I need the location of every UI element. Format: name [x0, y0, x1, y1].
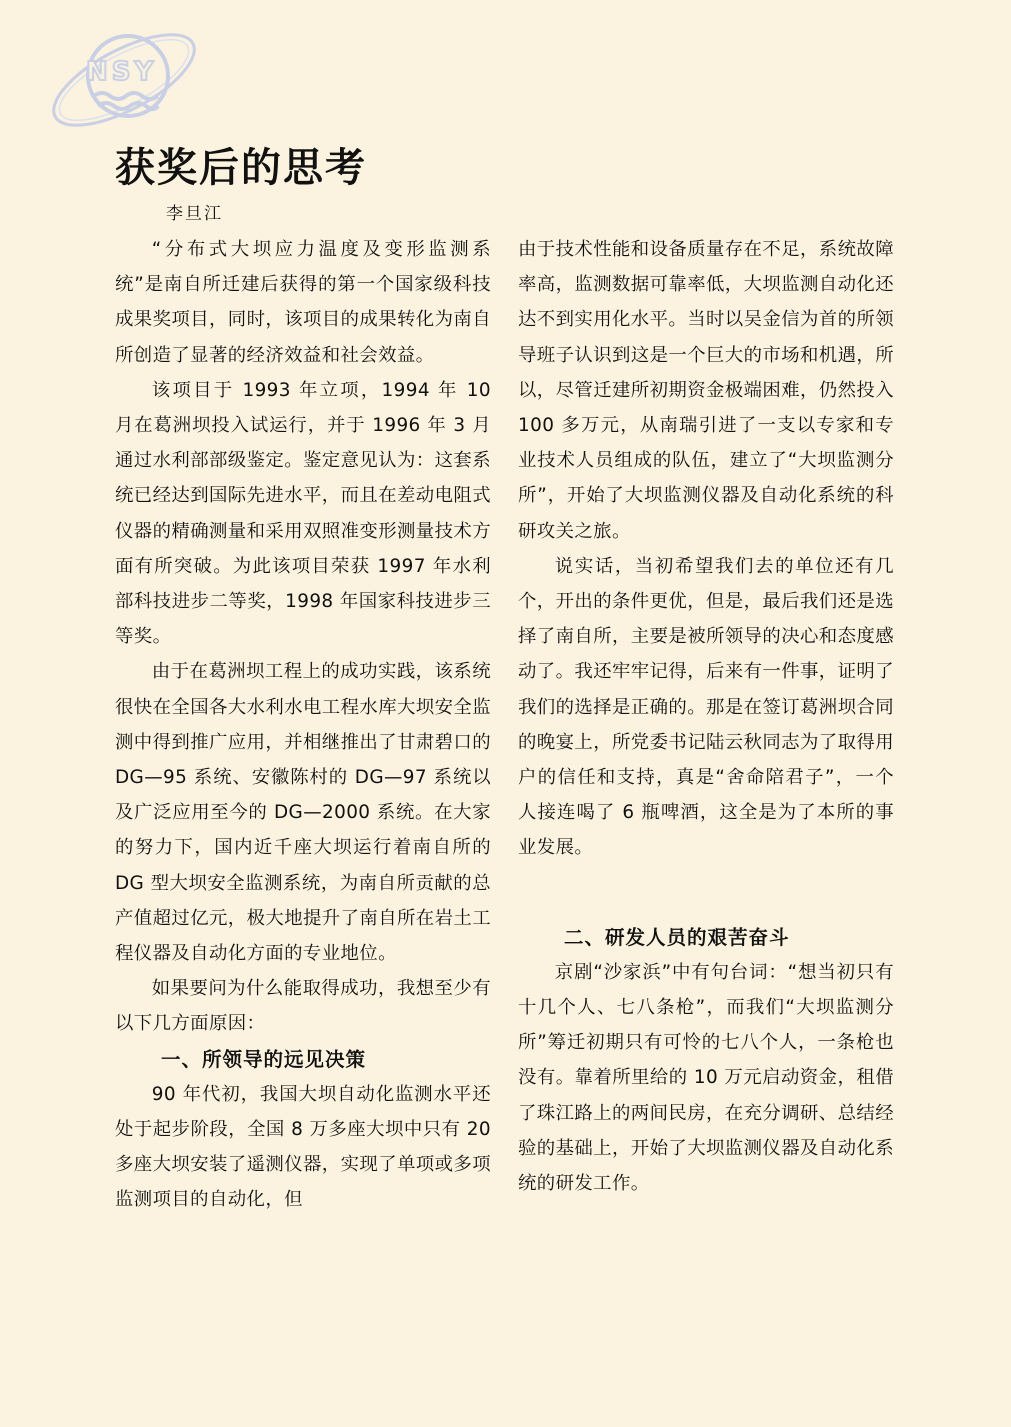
article-title: 获奖后的思考 — [115, 144, 367, 191]
paragraph: 由于在葛洲坝工程上的成功实践，该系统很快在全国各大水利水电工程水库大坝安全监测中得到推广应用，并相继推出了甘肃碧口的 DG—95 系统、安徽陈村的 DG—97 系统以及广泛应用至今的 DG—2000 系统。在大家的努力下，国内近千座大坝运行着南自所的 DG 型大坝安全监测系统，为南自所贡献的总产值超过亿元，极大地提升了南自所在岩土工程仪器及自动化方面的专业地位。 — [115, 661, 491, 965]
paragraph: 该项目于 1993 年立项，1994 年 10 月在葛洲坝投入试运行，并于 1996 年 3 月通过水利部部级鉴定。鉴定意见认为：这套系统已经达到国际先进水平，而且在差动电阻式仪器的精确测量和采用双照准变形测量技术方面有所突破。为此该项目荣获 1997 年水利部科技进步二等奖，1998 年国家科技进步三等奖。 — [115, 379, 491, 648]
article-author: 李旦江 — [166, 204, 223, 224]
paragraph: 90 年代初，我国大坝自动化监测水平还处于起步阶段，全国 8 万多座大坝中只有 20 多座大坝安装了遥测仪器，实现了单项或多项监测项目的自动化，但 — [115, 1083, 491, 1211]
paragraph-continued: 由于技术性能和设备质量存在不足，系统故障率高，监测数据可靠率低，大坝监测自动化还达不到实用化水平。当时以吴金信为首的所领导班子认识到这是一个巨大的市场和机遇，所以，尽管迁建所初期资金极端困难，仍然投入 100 多万元，从南瑞引进了一支以专家和专业技术人员组成的队伍，建立了“大坝监测分所”，开始了大坝监测仪器及自动化系统的科研攻关之旅。 — [518, 239, 894, 542]
paragraph: 如果要问为什么能取得成功，我想至少有以下几方面原因： — [115, 978, 491, 1035]
left-column — [115, 232, 491, 1218]
nsy-logo — [28, 18, 203, 133]
right-column — [518, 232, 894, 1201]
section-heading-2: 二、研发人员的艰苦奋斗 — [564, 925, 790, 949]
paragraph: 京剧“沙家浜”中有句台词：“想当初只有十几个人、七八条枪”，而我们“大坝监测分所”筹迁初期只有可怜的七八个人，一条枪也没有。靠着所里给的 10 万元启动资金，租借了珠江路上的两间民房，在充分调研、总结经验的基础上，开始了大坝监测仪器及自动化系统的研发工作。 — [518, 961, 894, 1195]
logo-text: NSY — [86, 57, 158, 87]
paragraph: 说实话，当初希望我们去的单位还有几个，开出的条件更优，但是，最后我们还是选择了南自所，主要是被所领导的决心和态度感动了。我还牢牢记得，后来有一件事，证明了我们的选择是正确的。那是在签订葛洲坝合同的晚宴上，所党委书记陆云秋同志为了取得用户的信任和支持，真是“舍命陪君子”，一个人接连喝了 6 瓶啤酒，这全是为了本所的事业发展。 — [518, 555, 894, 859]
paragraph: “分布式大坝应力温度及变形监测系统”是南自所迁建后获得的第一个国家级科技成果奖项目，同时，该项目的成果转化为南自所创造了显著的经济效益和社会效益。 — [115, 239, 491, 366]
section-heading-1: 一、所领导的远见决策 — [161, 1047, 367, 1071]
